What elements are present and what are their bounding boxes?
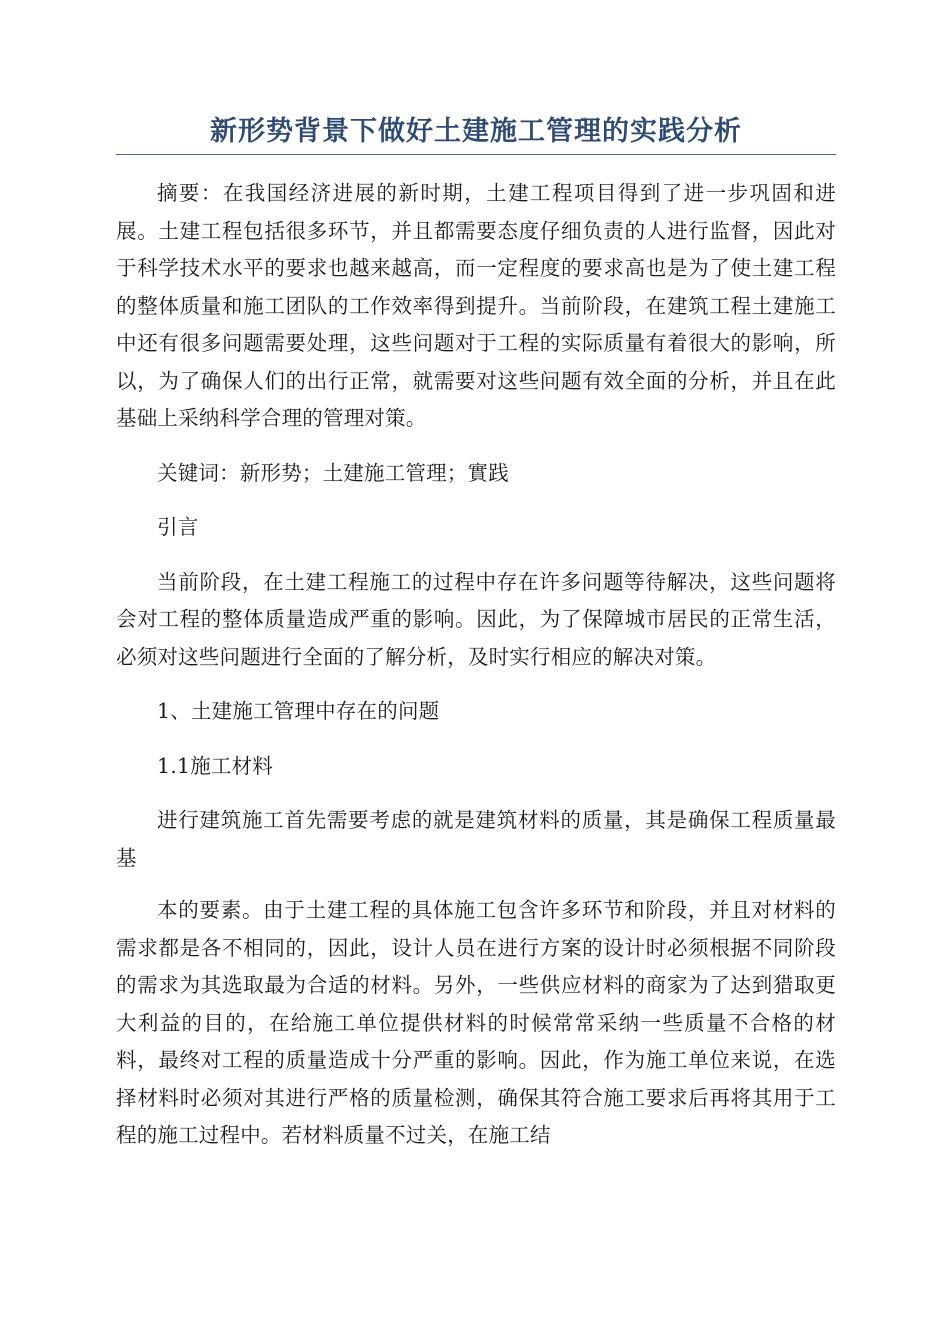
document-title: 新形势背景下做好土建施工管理的实践分析 [210, 116, 742, 147]
document-page [116, 112, 836, 1172]
section-heading-1: 1、土建施工管理中存在的问题 [157, 699, 440, 723]
title-underline [116, 154, 836, 155]
introduction-paragraph: 当前阶段，在土建工程施工的过程中存在许多问题等待解决，这些问题将会对工程的整体质量造成严重的影响。因此，为了保障城市居民的正常生活，必须对这些问题进行全面的了解分析，及时实行相应的解决对策。 [116, 569, 836, 669]
introduction-heading: 引言 [157, 515, 199, 539]
abstract-paragraph: 摘要：在我国经济进展的新时期，土建工程项目得到了进一步巩固和进展。土建工程包括很多环节，并且都需要态度仔细负责的人进行监督，因此对于科学技术水平的要求也越来越高，而一定程度的要求高也是为了使土建工程的整体质量和施工团队的工作效率得到提升。当前阶段，在建筑工程土建施工中还有很多问题需要处理，这些问题对于工程的实际质量有着很大的影响，所以，为了确保人们的出行正常，就需要对这些问题有效全面的分析，并且在此基础上采纳科学合理的管理对策。 [116, 181, 836, 430]
materials-paragraph-start: 进行建筑施工首先需要考虑的就是建筑材料的质量，其是确保工程质量最基 [116, 808, 836, 870]
subsection-heading-1-1: 1.1施工材料 [157, 753, 274, 778]
keywords-paragraph: 关键词：新形势；土建施工管理；實践 [157, 460, 509, 485]
materials-paragraph-continued: 本的要素。由于土建工程的具体施工包含许多环节和阶段，并且对材料的需求都是各不相同的，因此，设计人员在进行方案的设计时必须根据不同阶段的需求为其选取最为合适的材料。另外，一些供应材料的商家为了达到猎取更大利益的目的，在给施工单位提供材料的时候常常采纳一些质量不合格的材料，最终对工程的质量造成十分严重的影响。因此，作为施工单位来说，在选择材料时必须对其进行严格的质量检测，确保其符合施工要求后再将其用于工程的施工过程中。若材料质量不过关，在施工结 [116, 898, 836, 1147]
